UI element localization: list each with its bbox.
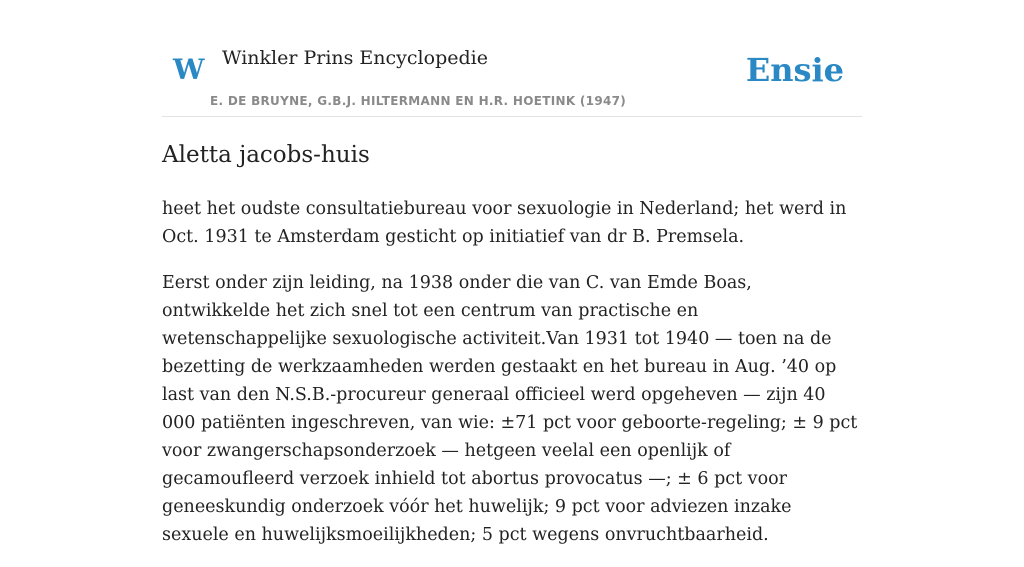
winkler-prins-logo[interactable]: W <box>173 53 205 86</box>
article-paragraph: heet het oudste consultatiebureau voor sexuologie in Nederland; het werd in Oct. 1931 te Amsterdam gesticht op initiatief van dr B. Premsela. <box>162 199 847 247</box>
article-title: Aletta jacobs-huis <box>162 142 370 168</box>
source-title[interactable]: Winkler Prins Encyclopedie <box>222 47 488 69</box>
article-paragraph: Eerst onder zijn leiding, na 1938 onder die van C. van Emde Boas, ontwikkelde het zich snel tot een centrum van practische en wetenschappelijke sexuologische activiteit.Van 1931 tot 1940 — toen na de bezetting de werkzaamheden werden gestaakt en het bureau in Aug. ’40 op last van den N.S.B.-procureur generaal officieel werd opgeheven — zijn 40 000 patiënten ingeschreven, van wie: ±71 pct voor geboorte-regeling; ± 9 pct voor zwangerschapsonderzoek — hetgeen veelal een openlijk of gecamoufleerd verzoek inhield tot abortus provocatus —; ± 6 pct voor geneeskundig onderzoek vóór het huwelijk; 9 pct voor adviezen inzake sexuele en huwelijksmoeilijkheden; 5 pct wegens onvruchtbaarheid. <box>162 273 858 545</box>
source-authors: E. DE BRUYNE, G.B.J. HILTERMANN EN H.R. HOETINK (1947) <box>210 94 627 108</box>
ensie-logo-link[interactable]: Ensie <box>745 51 844 89</box>
article-body <box>162 138 862 567</box>
source-header <box>162 0 862 117</box>
